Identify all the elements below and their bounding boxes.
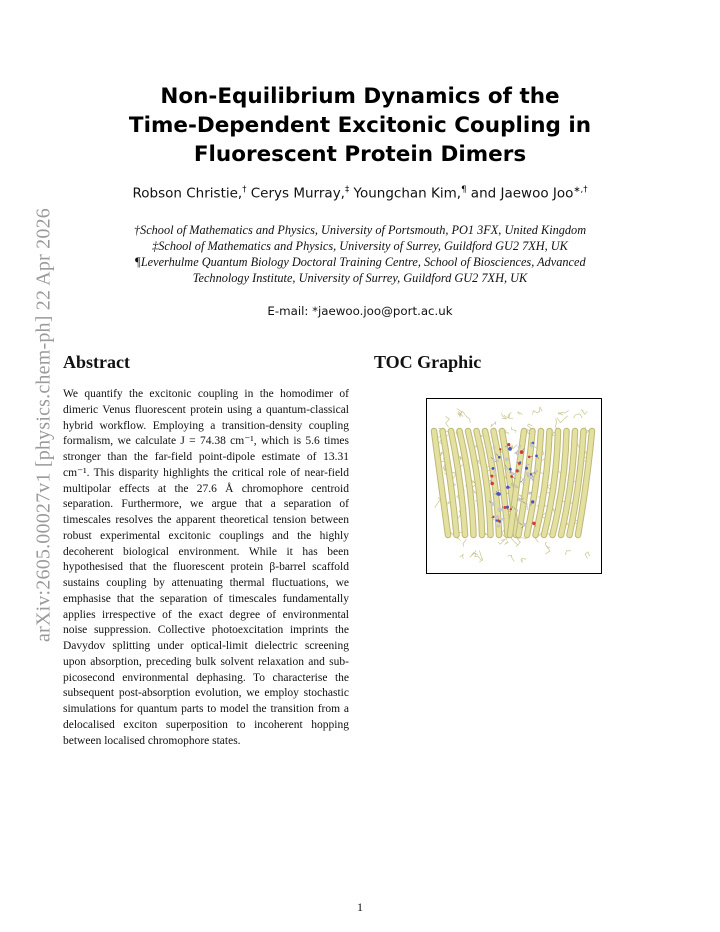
affiliation-line: †School of Mathematics and Physics, University of Portsmouth, PO1 3FX, United Kingdom — [133, 223, 587, 237]
title-line-3: Fluorescent Protein Dimers — [193, 142, 527, 167]
abstract-body: We quantify the excitonic coupling in the homodimer of dimeric Venus fluorescent protein using a quantum-classical hybrid workflow. Employing a transition-density coupling formalism, we calculate J = 74.38 cm⁻¹, which is 5.6 times stronger than the far-field point-dipole estimate of 13.31 cm⁻¹. This disparity highlights the critical role of near-field multipolar effects at the 27.6 Å chromophore centroid separation. Furthermore, we argue that a separation of timescales resolves the apparent theoretical tension between robust experimental excitonic couplings and the highly decoherent biological environment. While it has been hypothesised that the fluorescent protein β-barrel scaffold sustains coupling by attenuating thermal fluctuations, we emphasise that the separation of timescales fundamentally applies irrespective of the exact degree of environmental noise suppression. Collective photoexcitation imprints the Davydov splitting under optical-limit dielectric screening upon absorption, preceding bulk solvent relaxation and sub-picosecond environmental dephasing. To characterise the subsequent post-absorption evolution, we employ stochastic simulations for quantum parts to model the transition from a delocalised exciton superposition to incoherent hopping between localised chromophore states. — [63, 388, 349, 747]
author-name: Cerys Murray, — [246, 185, 345, 202]
affiliation-line: Technology Institute, University of Surrey, Guildford GU2 7XH, UK — [192, 271, 528, 285]
page-number: 1 — [357, 900, 363, 914]
author-name: Robson Christie, — [132, 185, 243, 202]
affiliation-line: ¶Leverhulme Quantum Biology Doctoral Training Centre, School of Biosciences, Advanced — [134, 255, 586, 269]
toc-heading: TOC Graphic — [374, 352, 482, 372]
title-line-1: Non-Equilibrium Dynamics of the — [160, 84, 560, 109]
affiliation-line: ‡School of Mathematics and Physics, University of Surrey, Guildford GU2 7XH, UK — [152, 239, 568, 253]
author-affiliation-mark: ¶ — [461, 185, 467, 195]
abstract-heading: Abstract — [63, 352, 130, 372]
affiliations — [60, 222, 660, 286]
paper-title — [70, 82, 650, 169]
contact-email: E-mail: *jaewoo.joo@port.ac.uk — [267, 304, 453, 318]
author-affiliation-mark: ‡ — [344, 185, 350, 195]
author-name: Youngchan Kim, — [349, 185, 462, 202]
title-line-2: Time-Dependent Excitonic Coupling in — [128, 113, 592, 138]
author-name: and Jaewoo Joo — [466, 185, 574, 202]
author-list — [60, 185, 660, 202]
protein-structure-image — [427, 399, 601, 573]
author-affiliation-mark: ∗,† — [573, 185, 588, 195]
toc-graphic — [426, 398, 602, 574]
arxiv-side-stamp: arXiv:2605.00027v1 [physics.chem-ph] 22 Apr 2026 — [32, 208, 55, 642]
author-affiliation-mark: † — [242, 185, 247, 195]
